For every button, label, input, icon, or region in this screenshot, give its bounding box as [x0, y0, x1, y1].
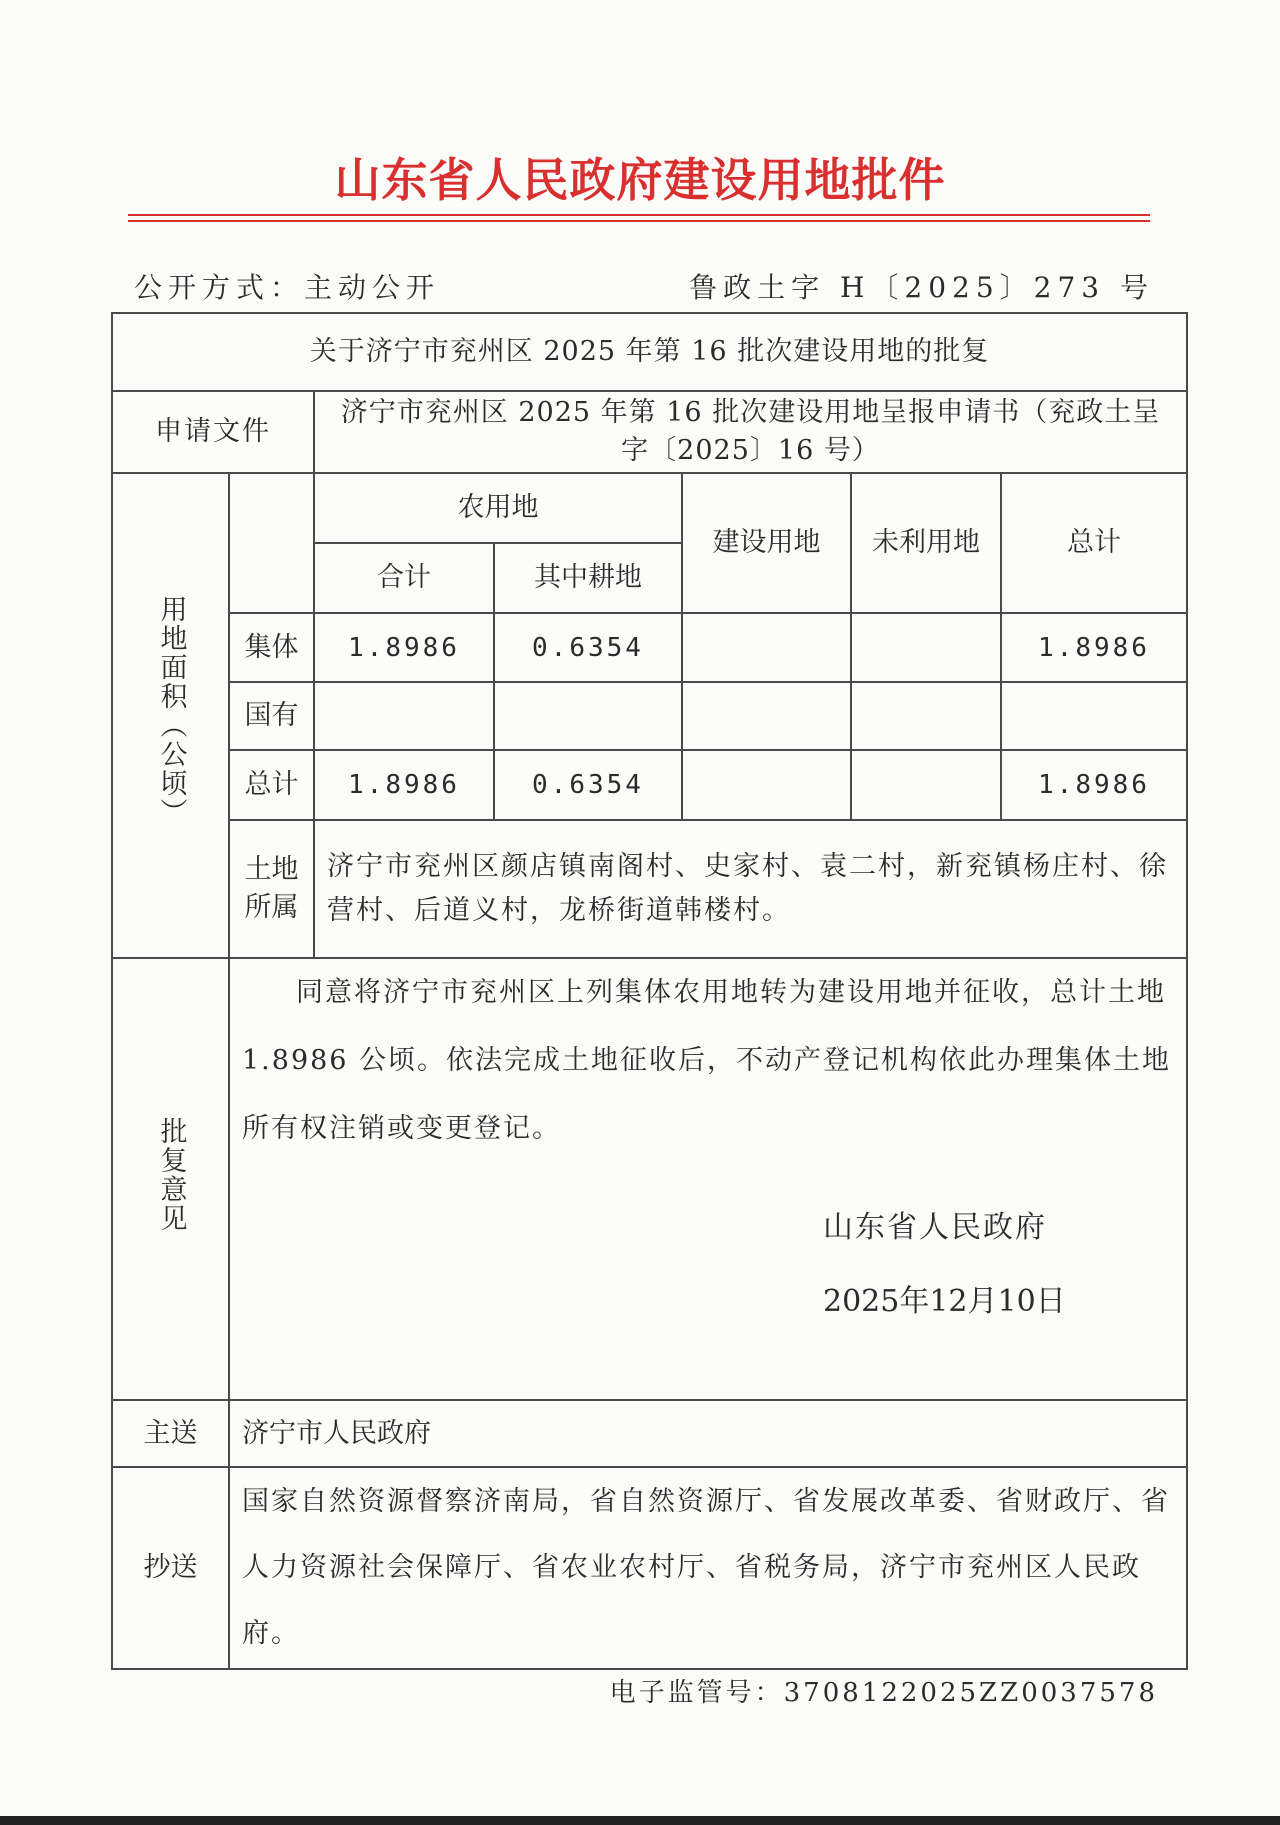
table-row [112, 750, 1187, 820]
cell-total: 1.8986 [1001, 750, 1187, 820]
header-construction: 建设用地 [682, 473, 851, 613]
header-agricultural: 农用地 [314, 473, 682, 543]
supervision-number: 电子监管号：3708122025ZZ0037578 [609, 1678, 1158, 1708]
area-label: 用地面积（公顷） [155, 595, 187, 827]
cell-cultivated: 0.6354 [494, 750, 682, 820]
cell-cultivated [494, 682, 682, 750]
blank-corner [229, 473, 314, 613]
cell-subtotal: 1.8986 [314, 613, 494, 682]
approval-date: 2025年12月10日 [823, 1284, 1066, 1319]
main-recipient-value: 济宁市人民政府 [229, 1400, 1187, 1467]
signer-org: 山东省人民政府 [823, 1210, 1047, 1245]
subject-text: 关于济宁市兖州区 2025 年第 16 批次建设用地的批复 [309, 336, 990, 367]
cell-total: 1.8986 [1001, 613, 1187, 682]
application-value: 济宁市兖州区 2025 年第 16 批次建设用地呈报申请书（兖政土呈字〔2025〕16 号） [314, 391, 1187, 473]
cell-unused [851, 750, 1001, 820]
row-label: 总计 [229, 750, 314, 820]
opinion-cell [229, 958, 1187, 1400]
ownership-value: 济宁市兖州区颜店镇南阁村、史家村、袁二村，新兖镇杨庄村、徐营村、后道义村，龙桥街道韩楼村。 [314, 820, 1187, 958]
application-label: 申请文件 [112, 391, 314, 473]
table-row [112, 682, 1187, 750]
ownership-label: 土地所属 [244, 854, 299, 923]
opinion-label-cell [112, 958, 229, 1400]
title-rule-bottom [128, 220, 1150, 222]
document-title: 山东省人民政府建设用地批件 [334, 153, 946, 207]
cell-construction [682, 682, 851, 750]
cell-unused [851, 682, 1001, 750]
cell-subtotal: 1.8986 [314, 750, 494, 820]
cc-value: 国家自然资源督察济南局，省自然资源厅、省发展改革委、省财政厅、省人力资源社会保障厅、省农业农村厅、省税务局，济宁市兖州区人民政府。 [229, 1467, 1187, 1669]
subject-cell [112, 313, 1187, 391]
disclosure-method: 公开方式：主动公开 [134, 271, 441, 304]
approval-table [111, 312, 1188, 1670]
cell-total [1001, 682, 1187, 750]
scan-edge-bar [0, 1816, 1280, 1825]
header-unused: 未利用地 [851, 473, 1001, 613]
cell-cultivated: 0.6354 [494, 613, 682, 682]
document-number: 鲁政土字 H〔2025〕273 号 [689, 271, 1154, 304]
cell-subtotal [314, 682, 494, 750]
row-label: 国有 [229, 682, 314, 750]
header-cultivated: 其中耕地 [494, 543, 682, 613]
opinion-text: 同意将济宁市兖州区上列集体农用地转为建设用地并征收，总计土地 1.8986 公顷。依法完成土地征收后，不动产登记机构依此办理集体土地所有权注销或变更登记。 [242, 977, 1172, 1144]
cell-unused [851, 613, 1001, 682]
ownership-label-cell [229, 820, 314, 958]
table-row [112, 613, 1187, 682]
opinion-label: 批复意见 [155, 1116, 187, 1233]
cell-construction [682, 613, 851, 682]
cell-construction [682, 750, 851, 820]
title-rule-top [128, 214, 1150, 216]
main-recipient-label: 主送 [112, 1400, 229, 1467]
header-subtotal: 合计 [314, 543, 494, 613]
cc-label: 抄送 [112, 1467, 229, 1669]
header-total: 总计 [1001, 473, 1187, 613]
area-label-cell [112, 473, 229, 958]
row-label: 集体 [229, 613, 314, 682]
